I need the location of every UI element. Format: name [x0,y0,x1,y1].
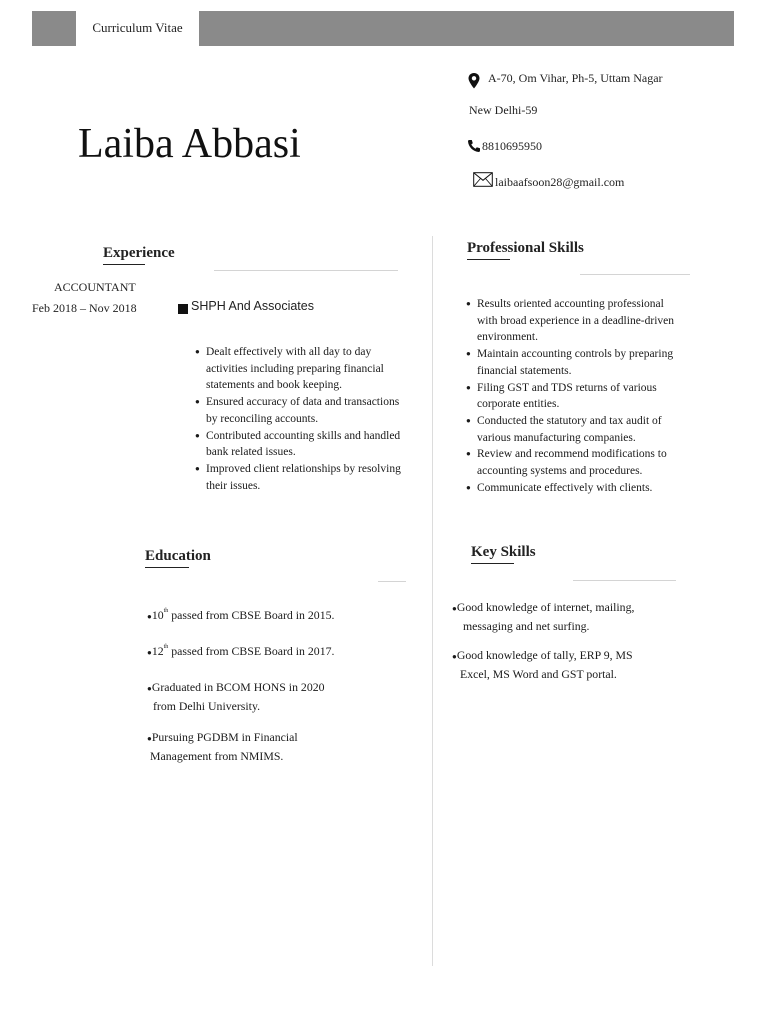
professional-skills-underline [467,259,510,260]
experience-bullets [195,344,427,494]
education-item: ●10th passed from CBSE Board in 2015. [147,608,335,622]
column-divider [432,236,433,966]
list-item: ● Communicate effectively with clients. [466,480,706,497]
square-bullet-icon [178,304,188,314]
experience-underline [103,264,145,265]
key-skill-item: ●Good knowledge of tally, ERP 9, MS Excel, MS Word and GST portal. [452,648,633,681]
list-item: ● Results oriented accounting professional with broad experience in a deadline-driven environment. [466,296,706,346]
list-item: ● Filing GST and TDS returns of various corporate entities. [466,380,706,413]
key-skill-item: ●Good knowledge of internet, mailing, messaging and net surfing. [452,600,635,633]
job-dates: Feb 2018 – Nov 2018 [32,301,137,315]
list-item: ● Conducted the statutory and tax audit of various manufacturing companies. [466,413,706,446]
list-item: ● Contributed accounting skills and handled bank related issues. [195,428,427,461]
list-item: ● Improved client relationships by resolving their issues. [195,461,427,494]
header-tab: Curriculum Vitae [76,11,199,46]
education-rule [378,581,406,582]
key-skills-rule [573,580,676,581]
education-underline [145,567,189,568]
address-line2: New Delhi-59 [469,103,538,117]
list-item: ● Dealt effectively with all day to day activities including preparing financial statements and book keeping. [195,344,427,394]
phone-number: 8810695950 [482,139,542,153]
list-item: ● Review and recommend modifications to accounting systems and procedures. [466,446,706,479]
education-item: ●Pursuing PGDBM in Financial Management from NMIMS. [147,730,298,763]
list-item: ● Ensured accuracy of data and transactions by reconciling accounts. [195,394,427,427]
professional-skills-title: Professional Skills [467,240,584,256]
email-address: laibaafsoon28@gmail.com [495,175,625,189]
address-line1: A-70, Om Vihar, Ph-5, Uttam Nagar [488,71,663,85]
map-pin-icon [467,72,481,90]
company-name: SHPH And Associates [191,299,314,313]
envelope-icon [473,172,493,187]
candidate-name: Laiba Abbasi [78,121,301,167]
key-skills-title: Key Skills [471,544,536,560]
education-item: ●12th passed from CBSE Board in 2017. [147,644,335,658]
education-item: ●Graduated in BCOM HONS in 2020 from Delhi University. [147,680,325,713]
key-skills-underline [471,563,514,564]
professional-skills-bullets [466,296,706,496]
professional-skills-rule [580,274,690,275]
list-item: ● Maintain accounting controls by preparing financial statements. [466,346,706,379]
job-role: ACCOUNTANT [54,280,136,294]
experience-rule [214,270,398,271]
phone-icon [467,139,481,153]
experience-title: Experience [103,245,175,261]
education-title: Education [145,548,211,564]
